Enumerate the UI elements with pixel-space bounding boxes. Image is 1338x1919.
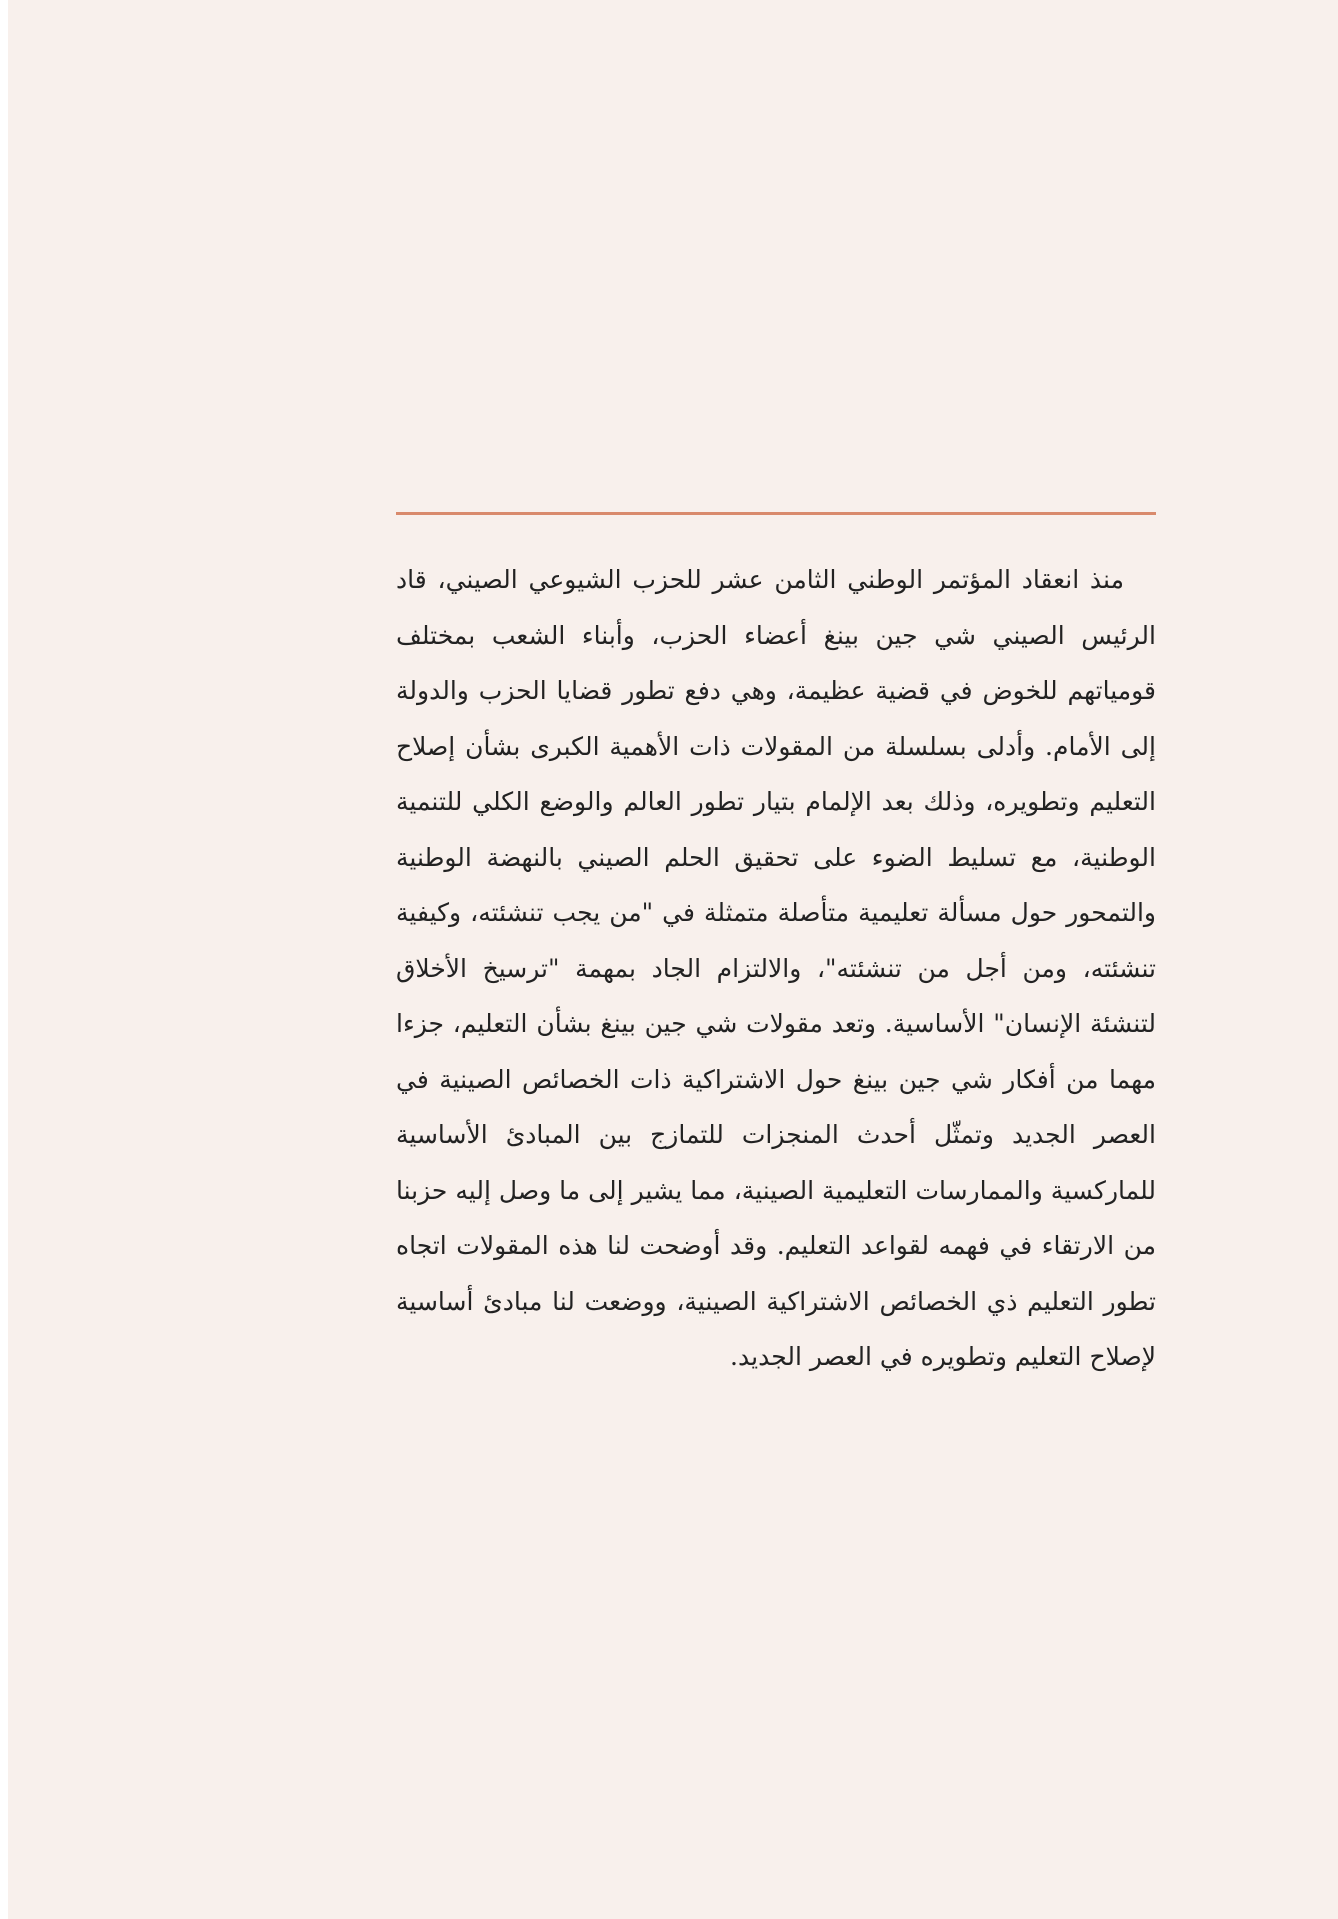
document-page xyxy=(8,0,1338,1919)
section-divider xyxy=(396,512,1156,515)
body-paragraph: منذ انعقاد المؤتمر الوطني الثامن عشر للحزب الشيوعي الصيني، قاد الرئيس الصيني شي جين بينغ أعضاء الحزب، وأبناء الشعب بمختلف قومياتهم للخوض في قضية عظيمة، وهي دفع تطور قضايا الحزب والدولة إلى الأمام. وأدلى بسلسلة من المقولات ذات الأهمية الكبرى بشأن إصلاح التعليم وتطويره، وذلك بعد الإلمام بتيار تطور العالم والوضع الكلي للتنمية الوطنية، مع تسليط الضوء على تحقيق الحلم الصيني بالنهضة الوطنية والتمحور حول مسألة تعليمية متأصلة متمثلة في "من يجب تنشئته، وكيفية تنشئته، ومن أجل من تنشئته"، والالتزام الجاد بمهمة "ترسيخ الأخلاق لتنشئة الإنسان" الأساسية. وتعد مقولات شي جين بينغ بشأن التعليم، جزءا مهما من أفكار شي جين بينغ حول الاشتراكية ذات الخصائص الصينية في العصر الجديد وتمثّل أحدث المنجزات للتمازج بين المبادئ الأساسية للماركسية والممارسات التعليمية الصينية، مما يشير إلى ما وصل إليه حزبنا من الارتقاء في فهمه لقواعد التعليم. وقد أوضحت لنا هذه المقولات اتجاه تطور التعليم ذي الخصائص الاشتراكية الصينية، ووضعت لنا مبادئ أساسية لإصلاح التعليم وتطويره في العصر الجديد. xyxy=(396,565,1156,1371)
